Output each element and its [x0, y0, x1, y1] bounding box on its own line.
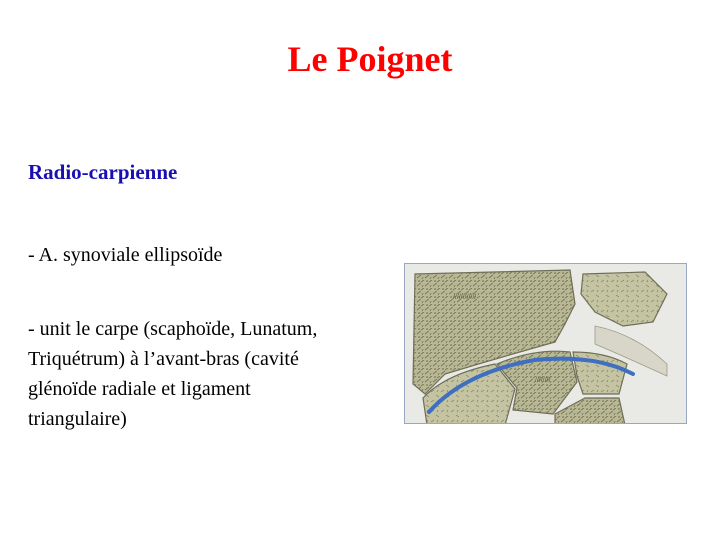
svg-text:////////////: //////////// [453, 294, 477, 301]
svg-text:////////: //////// [535, 377, 551, 384]
wrist-bone-illustration [405, 264, 687, 424]
section-subtitle: Radio-carpienne [28, 160, 178, 184]
bullet-item: - A. synoviale ellipsoïde [28, 244, 223, 266]
bullet-item: - unit le carpe (scaphoïde, Lunatum, Triquétrum) à l’avant-bras (cavité glénoïde radiale et ligament triangulaire) [28, 318, 318, 430]
page-title: Le Poignet [287, 39, 453, 79]
wrist-anatomy-image [404, 263, 687, 424]
